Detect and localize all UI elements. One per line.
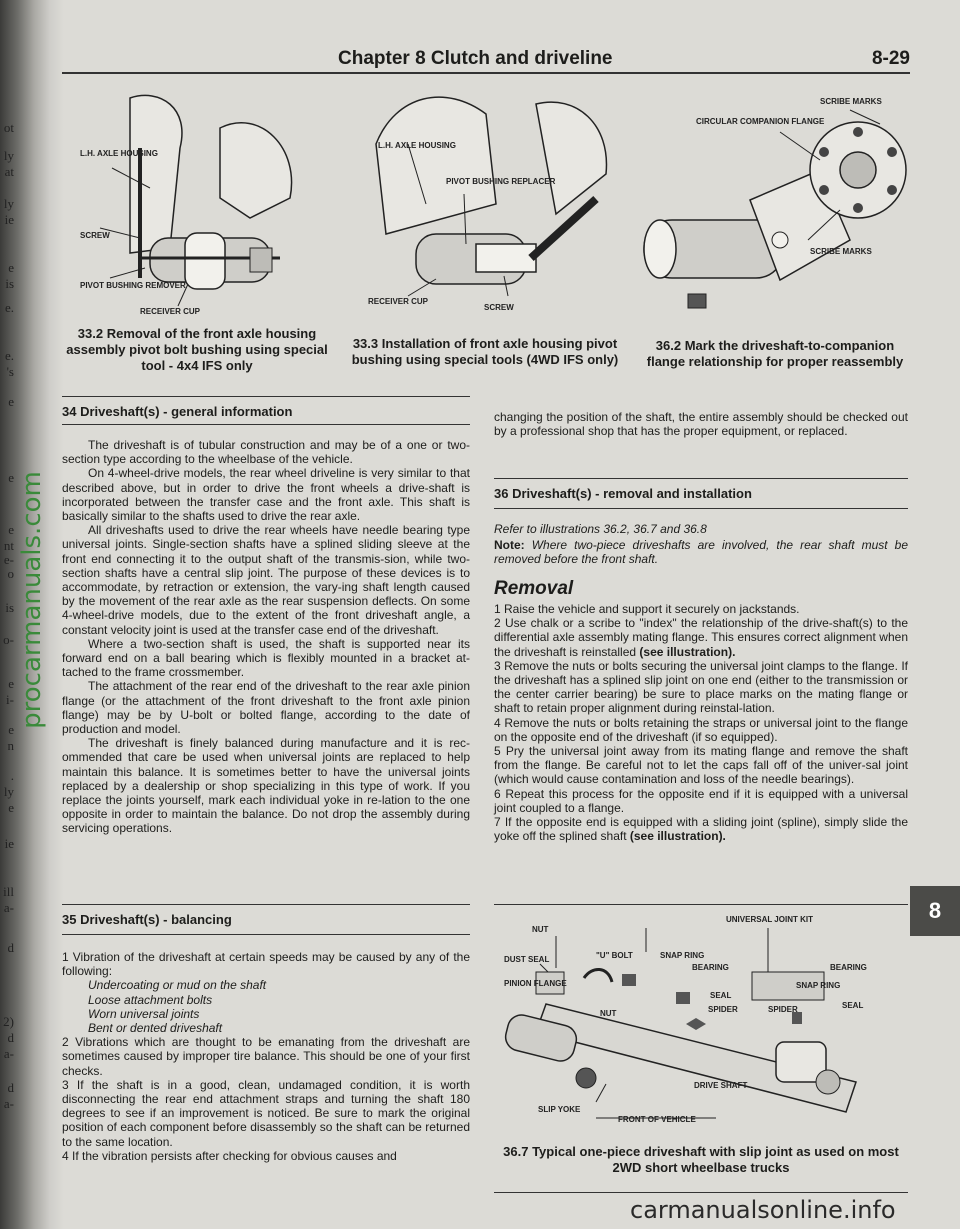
rule-34-bottom <box>62 424 470 425</box>
facing-page-fragment: e <box>8 394 14 409</box>
facing-page-fragment: d <box>7 940 14 955</box>
step: 3 Remove the nuts or bolts securing the universal joint clamps to the flange. If the driveshaft has a splined slip joint on one end (either to the transmission or the center carrier bearing) be sure to place marks on the mating flange or shaft to retain proper alignment during reinstal-lation. <box>494 658 908 716</box>
paragraph: The attachment of the rear end of the driveshaft to the rear axle pinion flange (or the attachment of the front driveshaft to the front axle pinion flange) may be by U-bolt or bolted flange, according to the date of production and model. <box>62 679 470 737</box>
note-text: Where two-piece driveshafts are involved, the rear shaft must be removed before the front shaft. <box>494 538 908 567</box>
facing-page-fragment: o <box>7 566 14 581</box>
facing-page-fragment: ie <box>4 836 14 851</box>
label-seal-2: SEAL <box>842 1001 864 1010</box>
label-screw-2: SCREW <box>484 303 514 312</box>
label-spider-1: SPIDER <box>708 1005 738 1014</box>
facing-page-fragment: at <box>4 164 14 179</box>
facing-page-fragment: a- <box>3 1046 14 1061</box>
label-lh-axle-housing-2: L.H. AXLE HOUSING <box>378 141 456 150</box>
facing-page-fragment: e <box>8 260 14 275</box>
facing-page-fragment: n <box>7 738 14 753</box>
section-34-heading: 34 Driveshaft(s) - general information <box>62 404 293 419</box>
side-watermark-text: procarmanuals.com <box>17 471 47 729</box>
note-label: Note: <box>494 538 525 552</box>
figure-36-2-drawing <box>640 90 910 326</box>
facing-page-fragment: ill <box>3 884 14 899</box>
facing-page-fragment: a- <box>3 900 14 915</box>
facing-page-fragment: ly <box>3 148 14 163</box>
facing-page-fragment: 's <box>6 364 14 379</box>
rule-fig367-top <box>494 904 908 905</box>
page-number: 8-29 <box>871 48 910 69</box>
paragraph: The driveshaft is of tubular construction and may be of a one or two-section type according to the wheelbase of the vehicle. <box>62 438 470 467</box>
removal-heading: Removal <box>494 578 574 599</box>
facing-page-fragment: nt <box>3 538 14 553</box>
figure-33-3-drawing <box>356 84 618 316</box>
label-nut-bottom: NUT <box>600 1009 617 1018</box>
step <box>494 815 908 843</box>
label-dust-seal: DUST SEAL <box>504 955 550 964</box>
facing-page-fragment: e <box>8 676 14 691</box>
label-receiver-cup-2: RECEIVER CUP <box>368 297 429 306</box>
step: 1 Vibration of the driveshaft at certain speeds may be caused by any of the following: <box>62 950 470 979</box>
label-seal-1: SEAL <box>710 991 732 1000</box>
facing-page-fragment: e <box>8 722 14 737</box>
page-header <box>62 48 910 74</box>
label-universal-joint-kit: UNIVERSAL JOINT KIT <box>726 915 813 924</box>
rule-34-top <box>62 396 470 397</box>
label-circular-companion-flange: CIRCULAR COMPANION FLANGE <box>696 117 825 126</box>
rule-35-top <box>62 904 470 905</box>
step: 3 If the shaft is in a good, clean, undamaged condition, it is worth disconnecting the rear end attachment straps and turning the shaft 180 degrees to see if an improvement is noticed. Be sure to mark the original position of each component before disassembly so the shaft can be returned to the same location. <box>62 1077 470 1149</box>
section-36-heading: 36 Driveshaft(s) - removal and installation <box>494 486 752 501</box>
removal-steps <box>494 602 908 843</box>
facing-page-fragment: e <box>8 522 14 537</box>
step-text: 2 Use chalk or a scribe to "index" the relationship of the drive-shaft(s) to the differential axle assembly mating flange. This ensures correct alignment when the driveshaft is reinstalled <box>494 616 908 659</box>
facing-page-fragment: is <box>5 600 14 615</box>
label-nut-top: NUT <box>532 925 549 934</box>
facing-page-fragment: ie <box>4 212 14 227</box>
label-scribe-marks-top: SCRIBE MARKS <box>820 97 882 106</box>
label-u-bolt: "U" BOLT <box>596 951 633 960</box>
rule-page-bottom <box>494 1192 908 1193</box>
figure-33-3 <box>356 84 618 316</box>
side-watermark <box>14 471 50 729</box>
facing-page-fragment: ly <box>3 784 14 799</box>
label-pivot-bushing-remover: PIVOT BUSHING REMOVER <box>80 281 186 290</box>
facing-page-fragment: e. <box>4 348 14 363</box>
cause-item: Undercoating or mud on the shaft <box>88 978 267 993</box>
facing-page-fragment: e <box>8 800 14 815</box>
refer-illustrations: Refer to illustrations 36.2, 36.7 and 36.8 <box>494 522 707 536</box>
label-bearing-1: BEARING <box>692 963 729 972</box>
cause-item: Worn universal joints <box>88 1006 200 1021</box>
rule-36-bottom <box>494 508 908 509</box>
step-text: 7 If the opposite end is equipped with a sliding joint (spline), simply slide the yoke off the splined shaft <box>494 815 908 844</box>
facing-page-fragment: 2) <box>3 1014 14 1029</box>
facing-page-fragment: o- <box>3 632 14 647</box>
label-spider-2: SPIDER <box>768 1005 798 1014</box>
step: 4 If the vibration persists after checking for obvious causes and <box>62 1148 397 1163</box>
label-front-of-vehicle: FRONT OF VEHICLE <box>618 1115 696 1124</box>
facing-page-fragment: ly <box>3 196 14 211</box>
label-receiver-cup-1: RECEIVER CUP <box>140 307 201 316</box>
section-35-body <box>62 950 470 1163</box>
note <box>494 538 908 566</box>
label-slip-yoke: SLIP YOKE <box>538 1105 581 1114</box>
paragraph: The driveshaft is finely balanced during manufacture and it is rec-ommended that care be used when universal joints are replaced to help maintain this balance. It is sometimes better to have the universal joints replaced by a dealership or shop specializing in this type of work. If you replace the joints yourself, mark each individual yoke in re-lation to the one opposite in order to maintain the balance. Do not drop the assembly during servicing operations. <box>62 736 470 836</box>
label-scribe-marks-bottom: SCRIBE MARKS <box>810 247 872 256</box>
figure-36-7 <box>496 912 906 1138</box>
step: 1 Raise the vehicle and support it securely on jackstands. <box>494 602 800 616</box>
step: 5 Pry the universal joint away from its mating flange and remove the shaft from the flange. Be careful not to let the caps fall off of the univer-sal joint (which would cause contamination and loss of the needle bearings). <box>494 744 908 787</box>
facing-page-fragment: e <box>8 470 14 485</box>
figure-33-2-drawing <box>70 88 330 320</box>
step: 4 Remove the nuts or bolts retaining the straps or universal joint to the flange on the opposite end of the driveshaft (if so equipped). <box>494 715 908 744</box>
label-snap-ring-1: SNAP RING <box>660 951 705 960</box>
cause-item: Bent or dented driveshaft <box>88 1021 223 1036</box>
label-pinion-flange: PINION FLANGE <box>504 979 567 988</box>
chapter-tab: 8 <box>910 886 960 936</box>
facing-page-fragment: is <box>5 276 14 291</box>
rule-36-top <box>494 478 908 479</box>
caption-36-7: 36.7 Typical one-piece driveshaft with slip joint as used on most 2WD short wheelbase trucks <box>503 1144 899 1175</box>
step: 6 Repeat this process for the opposite end if it is equipped with a universal joint coupled to a flange. <box>494 786 908 815</box>
facing-page-fragment: . <box>10 768 14 783</box>
label-snap-ring-2: SNAP RING <box>796 981 841 990</box>
facing-page-fragment: a- <box>3 1096 14 1111</box>
paragraph: All driveshafts used to drive the rear wheels have needle bearing type universal joints. Single-section shafts have a splined sliding sleeve at the front end connecting it to the output shaft of the transmis-sion, while two-section shafts have a central slip joint. The purpose of these devices is to accommodate, by retraction or extension, the vary-ing shaft length caused by the movement of the rear axle as the rear suspension deflects. On some 4-wheel-drive models, due to the extent of the front driveshaft angle, a constant velocity joint is used at the transfer case end of the driveshaft. <box>62 523 470 637</box>
section-34-body <box>62 438 470 836</box>
caption-33-2: 33.2 Removal of the front axle housing assembly pivot bolt bushing using special tool - 4x4 IFS only <box>66 326 328 373</box>
paragraph: Where a two-section shaft is used, the shaft is supported near its forward end on a ball bearing which is flexibly mounted in a bracket at-tached to the frame crossmember. <box>62 636 470 680</box>
label-lh-axle-housing-1: L.H. AXLE HOUSING <box>80 149 158 158</box>
continued-text: changing the position of the shaft, the entire assembly should be checked out by a professional shop that has the proper equipment, or replaced. <box>494 410 908 439</box>
facing-page-fragment: d <box>7 1030 14 1045</box>
label-screw-1: SCREW <box>80 231 110 240</box>
figure-33-2 <box>70 88 330 320</box>
caption-33-3: 33.3 Installation of front axle housing pivot bushing using special tools (4WD IFS only) <box>351 336 619 367</box>
cause-item: Loose attachment bolts <box>88 992 213 1007</box>
section-35-heading: 35 Driveshaft(s) - balancing <box>62 912 232 927</box>
facing-page-fragment: e- <box>3 552 14 567</box>
chapter-title: Chapter 8 Clutch and driveline <box>338 48 613 69</box>
facing-page-fragment: e. <box>4 300 14 315</box>
facing-page-fragment: d <box>7 1080 14 1095</box>
step <box>494 616 908 659</box>
figure-36-2 <box>640 90 910 326</box>
illustration-ref: (see illustration). <box>629 829 726 844</box>
label-pivot-bushing-replacer: PIVOT BUSHING REPLACER <box>446 177 556 186</box>
label-bearing-2: BEARING <box>830 963 867 972</box>
bottom-watermark: carmanualsonline.info <box>630 1196 896 1224</box>
rule-35-bottom <box>62 934 470 935</box>
facing-page-fragment: ot <box>3 120 14 135</box>
caption-36-2: 36.2 Mark the driveshaft-to-companion flange relationship for proper reassembly <box>646 338 904 369</box>
label-drive-shaft: DRIVE SHAFT <box>694 1081 748 1090</box>
paragraph: On 4-wheel-drive models, the rear wheel driveline is very similar to that described above, but in order to drive the front wheels a drive-shaft is incorporated between the transfer case and the front axle. This shaft is basically similar to the shafts used to drive the rear axle. <box>62 466 470 524</box>
figure-36-7-drawing <box>496 912 906 1138</box>
facing-page-fragment: i- <box>6 692 14 707</box>
step: 2 Vibrations which are thought to be emanating from the driveshaft are sometimes caused by improper tire balance. This should be one of your first checks. <box>62 1035 470 1078</box>
illustration-ref: (see illustration). <box>639 644 736 659</box>
